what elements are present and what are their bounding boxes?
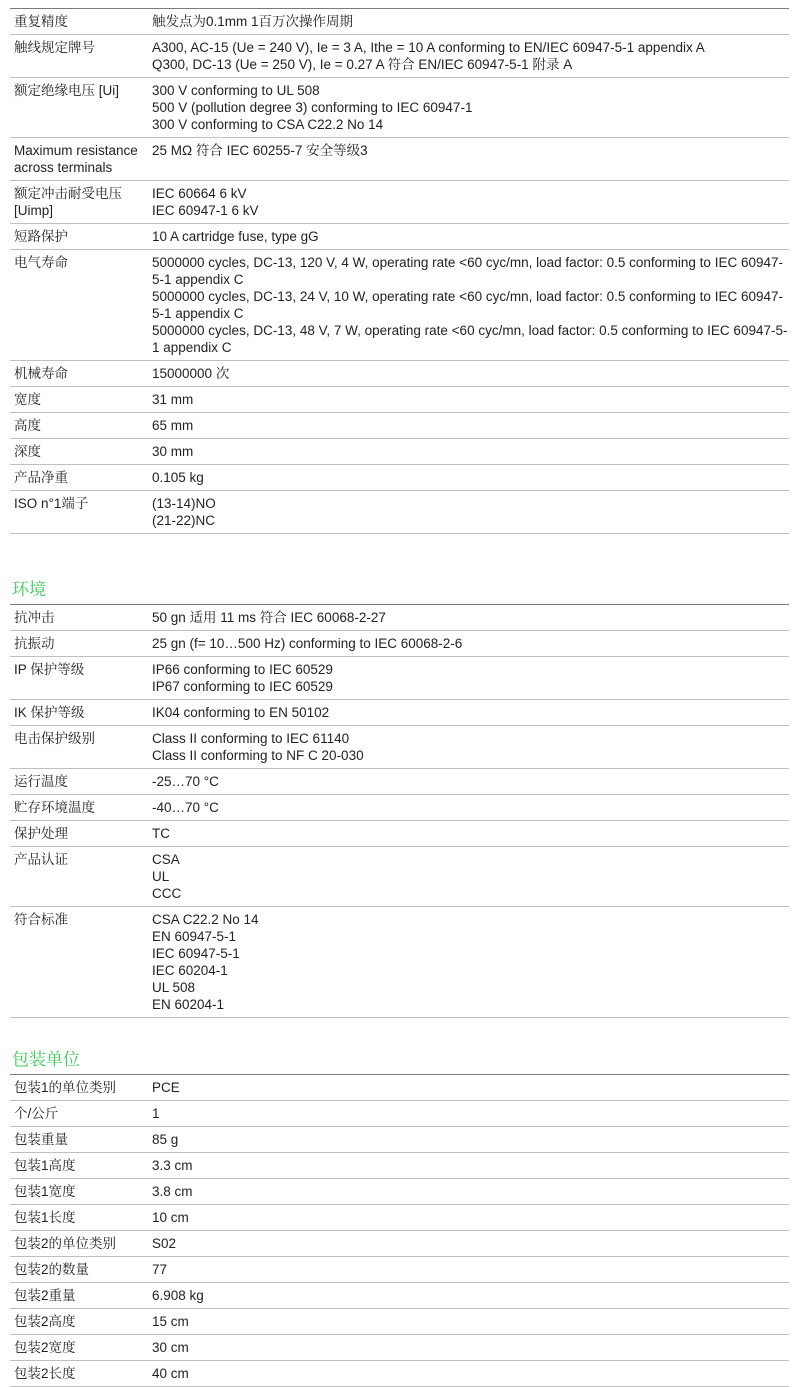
spec-table-packaging <box>10 1074 789 1387</box>
spec-value <box>148 631 789 657</box>
spec-row <box>10 224 789 250</box>
spec-label: 符合标准 <box>10 907 148 1018</box>
spec-value-line: A300, AC-15 (Ue = 240 V), Ie = 3 A, Ithe = 10 A conforming to EN/IEC 60947-5-1 appendix A <box>152 40 705 55</box>
spec-label: 贮存环境温度 <box>10 795 148 821</box>
spec-value-line: EN 60204-1 <box>152 997 225 1012</box>
spec-value-line: TC <box>152 826 170 841</box>
spec-value-line: 0.105 kg <box>152 470 204 485</box>
spec-value <box>148 1361 789 1387</box>
spec-value-line: IEC 60204-1 <box>152 963 228 978</box>
spec-row <box>10 700 789 726</box>
spec-value-line: 10 cm <box>152 1210 189 1225</box>
spec-value <box>148 465 789 491</box>
spec-label: 包装2重量 <box>10 1283 148 1309</box>
spec-row <box>10 1205 789 1231</box>
spec-value <box>148 78 789 138</box>
spec-row <box>10 1283 789 1309</box>
spec-value <box>148 1257 789 1283</box>
spec-value-line: 5000000 cycles, DC-13, 120 V, 4 W, operating rate <60 cyc/mn, load factor: 0.5 conforming to IEC 60947-5-1 appendix C <box>152 255 783 287</box>
spec-label: 包装2的数量 <box>10 1257 148 1283</box>
spec-row <box>10 1179 789 1205</box>
spec-value <box>148 138 789 181</box>
spec-label: 包装2宽度 <box>10 1335 148 1361</box>
spec-value-line: CCC <box>152 886 182 901</box>
spec-label: 触线规定牌号 <box>10 35 148 78</box>
spec-value <box>148 657 789 700</box>
spec-value <box>148 726 789 769</box>
spec-label: ISO n°1端子 <box>10 491 148 534</box>
spec-value <box>148 769 789 795</box>
spec-row <box>10 1127 789 1153</box>
spec-label: 个/公斤 <box>10 1101 148 1127</box>
spec-value-line: Class II conforming to NF C 20-030 <box>152 748 364 763</box>
spec-row <box>10 1257 789 1283</box>
spec-row <box>10 847 789 907</box>
spec-value-line: 5000000 cycles, DC-13, 24 V, 10 W, operating rate <60 cyc/mn, load factor: 0.5 conforming to IEC 60947-5-1 appendix C <box>152 289 783 321</box>
spec-row <box>10 1231 789 1257</box>
spec-label: 额定冲击耐受电压 [Uimp] <box>10 181 148 224</box>
spec-sheet <box>10 8 789 1387</box>
spec-value <box>148 847 789 907</box>
spec-row <box>10 1335 789 1361</box>
spec-value-line: IEC 60947-5-1 <box>152 946 240 961</box>
spec-label: 深度 <box>10 439 148 465</box>
spec-row <box>10 1153 789 1179</box>
spec-value <box>148 1335 789 1361</box>
spec-label: 包装1的单位类别 <box>10 1075 148 1101</box>
spec-row <box>10 907 789 1018</box>
spec-value-line: CSA <box>152 852 180 867</box>
spec-row <box>10 821 789 847</box>
spec-label: Maximum resistance across terminals <box>10 138 148 181</box>
spec-value-line: EN 60947-5-1 <box>152 929 237 944</box>
spec-value <box>148 181 789 224</box>
spec-row <box>10 250 789 361</box>
spec-value <box>148 700 789 726</box>
spec-label: 高度 <box>10 413 148 439</box>
spec-label: 抗冲击 <box>10 605 148 631</box>
spec-value <box>148 250 789 361</box>
spec-value-line: 300 V conforming to UL 508 <box>152 83 320 98</box>
spec-label: IP 保护等级 <box>10 657 148 700</box>
spec-value-line: Q300, DC-13 (Ue = 250 V), Ie = 0.27 A 符合 EN/IEC 60947-5-1 附录 A <box>152 57 573 72</box>
spec-value <box>148 439 789 465</box>
spec-value-line: 15 cm <box>152 1314 189 1329</box>
spec-value <box>148 491 789 534</box>
spec-label: IK 保护等级 <box>10 700 148 726</box>
spec-value <box>148 224 789 250</box>
spec-row <box>10 795 789 821</box>
spec-value-line: (13-14)NO <box>152 496 216 511</box>
spec-row <box>10 439 789 465</box>
spec-row <box>10 138 789 181</box>
spec-row <box>10 605 789 631</box>
spec-label: 包装2长度 <box>10 1361 148 1387</box>
spec-value-line: 31 mm <box>152 392 194 407</box>
spec-row <box>10 465 789 491</box>
spec-value-line: 50 gn 适用 11 ms 符合 IEC 60068-2-27 <box>152 610 386 625</box>
spec-value-line: IP67 conforming to IEC 60529 <box>152 679 333 694</box>
spec-value <box>148 413 789 439</box>
spec-label: 包装2高度 <box>10 1309 148 1335</box>
spec-table-environment <box>10 604 789 1018</box>
spec-value-line: -40…70 °C <box>152 800 219 815</box>
spec-label: 短路保护 <box>10 224 148 250</box>
spec-row <box>10 726 789 769</box>
spec-value-line: (21-22)NC <box>152 513 216 528</box>
spec-value <box>148 1075 789 1101</box>
spec-row <box>10 413 789 439</box>
spec-value-line: 25 gn (f= 10…500 Hz) conforming to IEC 60068-2-6 <box>152 636 463 651</box>
spec-row <box>10 181 789 224</box>
spec-value-line: 10 A cartridge fuse, type gG <box>152 229 319 244</box>
spec-row <box>10 769 789 795</box>
spec-value <box>148 1309 789 1335</box>
spec-value-line: 5000000 cycles, DC-13, 48 V, 7 W, operating rate <60 cyc/mn, load factor: 0.5 conforming to IEC 60947-5-1 appendix C <box>152 323 788 355</box>
spec-label: 包装2的单位类别 <box>10 1231 148 1257</box>
spec-value <box>148 1205 789 1231</box>
spec-value-line: 77 <box>152 1262 168 1277</box>
spec-value-line: 40 cm <box>152 1366 189 1381</box>
spec-value-line: 3.8 cm <box>152 1184 193 1199</box>
spec-value <box>148 1153 789 1179</box>
spec-label: 重复精度 <box>10 9 148 35</box>
spec-value-line: IEC 60664 6 kV <box>152 186 247 201</box>
spec-value <box>148 1231 789 1257</box>
spec-row <box>10 631 789 657</box>
spec-value <box>148 35 789 78</box>
spec-label: 包装1宽度 <box>10 1179 148 1205</box>
spec-value-line: Class II conforming to IEC 61140 <box>152 731 350 746</box>
spec-row <box>10 361 789 387</box>
spec-value-line: 85 g <box>152 1132 179 1147</box>
spec-value-line: UL <box>152 869 170 884</box>
spec-value <box>148 387 789 413</box>
spec-label: 产品认证 <box>10 847 148 907</box>
spec-label: 包装1长度 <box>10 1205 148 1231</box>
spec-row <box>10 1309 789 1335</box>
spec-label: 保护处理 <box>10 821 148 847</box>
spec-value-line: PCE <box>152 1080 180 1095</box>
spec-row <box>10 1361 789 1387</box>
spec-row <box>10 387 789 413</box>
spec-value <box>148 1283 789 1309</box>
spec-value-line: IP66 conforming to IEC 60529 <box>152 662 333 677</box>
spec-value-line: 15000000 次 <box>152 366 230 381</box>
spec-label: 电气寿命 <box>10 250 148 361</box>
spec-label: 包装重量 <box>10 1127 148 1153</box>
spec-value-line: 触发点为0.1mm 1百万次操作周期 <box>152 14 354 29</box>
spec-value <box>148 1179 789 1205</box>
spec-label: 包装1高度 <box>10 1153 148 1179</box>
spec-value <box>148 9 789 35</box>
spec-label: 产品净重 <box>10 465 148 491</box>
spec-value-line: 30 mm <box>152 444 194 459</box>
spec-value <box>148 361 789 387</box>
spec-value-line: IEC 60947-1 6 kV <box>152 203 259 218</box>
spec-row <box>10 35 789 78</box>
spec-label: 运行温度 <box>10 769 148 795</box>
spec-value <box>148 1101 789 1127</box>
spec-label: 额定绝缘电压 [Ui] <box>10 78 148 138</box>
spec-value-line: 500 V (pollution degree 3) conforming to IEC 60947-1 <box>152 100 473 115</box>
spec-label: 宽度 <box>10 387 148 413</box>
spec-value-line: UL 508 <box>152 980 196 995</box>
spec-label: 机械寿命 <box>10 361 148 387</box>
spec-row <box>10 78 789 138</box>
spec-row <box>10 1101 789 1127</box>
spec-value-line: 300 V conforming to CSA C22.2 No 14 <box>152 117 384 132</box>
spec-value-line: 30 cm <box>152 1340 189 1355</box>
section-title-environment: 环境 <box>12 580 46 599</box>
spec-value-line: IK04 conforming to EN 50102 <box>152 705 330 720</box>
spec-value-line: 3.3 cm <box>152 1158 193 1173</box>
spec-value-line: 1 <box>152 1106 160 1121</box>
spec-value-line: -25…70 °C <box>152 774 219 789</box>
spec-value-line: 25 MΩ 符合 IEC 60255-7 安全等级3 <box>152 143 368 158</box>
spec-label: 抗振动 <box>10 631 148 657</box>
spec-value <box>148 1127 789 1153</box>
spec-value <box>148 907 789 1018</box>
spec-value <box>148 605 789 631</box>
spec-table-general <box>10 8 789 534</box>
spec-value-line: S02 <box>152 1236 177 1251</box>
spec-label: 电击保护级别 <box>10 726 148 769</box>
spec-value <box>148 795 789 821</box>
spec-value-line: CSA C22.2 No 14 <box>152 912 259 927</box>
spec-value-line: 6.908 kg <box>152 1288 204 1303</box>
section-title-packaging: 包装单位 <box>12 1050 80 1069</box>
spec-row <box>10 491 789 534</box>
spec-row <box>10 657 789 700</box>
spec-row <box>10 1075 789 1101</box>
spec-row <box>10 9 789 35</box>
spec-value <box>148 821 789 847</box>
spec-value-line: 65 mm <box>152 418 194 433</box>
